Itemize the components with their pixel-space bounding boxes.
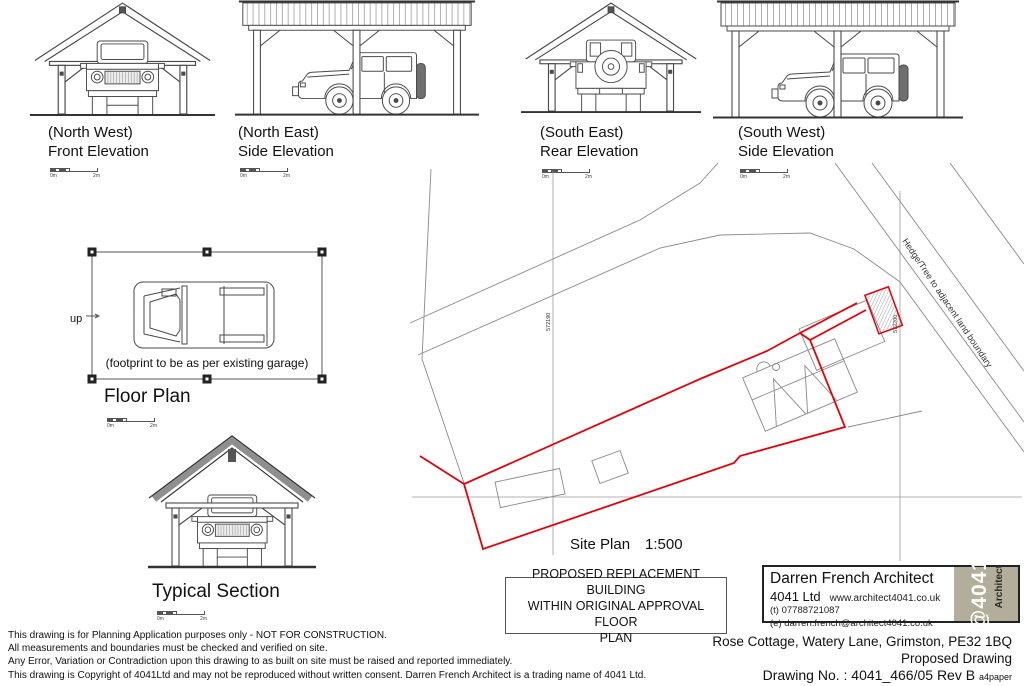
drawing-number-text: Drawing No. : 4041_466/05 Rev B xyxy=(762,667,976,683)
site-plan-drawing xyxy=(410,163,1024,563)
scale-zero: 0m xyxy=(50,173,57,179)
scale-bar xyxy=(50,167,108,179)
typical-section-title: Typical Section xyxy=(152,581,280,602)
label-side-elevation-sw xyxy=(738,123,834,161)
scale-bar: 0m 2m xyxy=(157,610,215,622)
scale-bar: 0m 2m xyxy=(740,168,798,180)
logo-word-text: Architect xyxy=(993,565,1005,609)
title-block xyxy=(762,557,1020,631)
site-boundary-red xyxy=(420,303,866,549)
website-link: www.architect4041.co.uk xyxy=(829,593,941,604)
proposed-building-hatched xyxy=(865,287,903,334)
grid-lines xyxy=(412,171,1022,561)
scale-bar: 0m 2m xyxy=(542,168,600,180)
elevation-title: Front Elevation xyxy=(48,143,149,160)
elevation-direction: (North East) xyxy=(238,124,319,141)
architect-name: Darren French Architect xyxy=(770,570,934,587)
note-line: PLAN xyxy=(599,630,633,645)
footprint-note: (footprint to be as per existing garage) xyxy=(105,356,309,370)
disclaimer-line: All measurements and boundaries must be checked and verified on site. xyxy=(8,643,328,655)
proposal-note-box xyxy=(505,566,727,645)
site-plan-scale: 1:500 xyxy=(645,536,683,553)
typical-section-drawing xyxy=(148,435,316,575)
up-label: up xyxy=(70,313,83,325)
parcel-boundaries xyxy=(422,169,922,483)
land-rover-rear-icon xyxy=(570,40,651,112)
lane-lines xyxy=(410,163,1024,452)
land-rover-front-icon xyxy=(81,41,165,115)
phone-label: (t) xyxy=(770,605,779,616)
architect-info xyxy=(764,567,954,629)
elevation-direction: (North West) xyxy=(48,124,133,141)
label-rear-elevation xyxy=(540,123,638,161)
elevation-direction: (South East) xyxy=(540,124,624,141)
floor-plan-title: Floor Plan xyxy=(104,386,191,407)
note-line: PROPOSED REPLACEMENT BUILDING xyxy=(531,566,701,597)
disclaimer-notes xyxy=(8,629,646,682)
side-elevation-sw-drawing xyxy=(712,0,964,124)
project-address: Rose Cottage, Watery Lane, Grimston, PE32 1BQ xyxy=(712,634,1012,649)
elevation-title: Side Elevation xyxy=(238,143,334,160)
grid-label-west: 572190 xyxy=(546,312,552,331)
scale-max: 2m xyxy=(93,173,100,179)
site-plan-title-text: Site Plan xyxy=(570,536,631,553)
elevation-direction: (South West) xyxy=(738,124,826,141)
elevation-title: Rear Elevation xyxy=(540,143,639,160)
land-rover-top-icon xyxy=(134,282,274,348)
drawing-number xyxy=(763,667,1012,683)
outbuilding-footprints xyxy=(495,451,628,508)
disclaimer-line: This drawing is for Planning Application purposes only - NOT FOR CONSTRUCTION. xyxy=(8,630,387,641)
phone-number: 07788721087 xyxy=(781,605,840,616)
label-side-elevation-ne xyxy=(238,123,334,161)
note-line: WITHIN ORIGINAL APPROVAL FLOOR xyxy=(527,598,705,629)
email-address: darren.french@architect4041.co.uk xyxy=(784,617,933,629)
site-plan-title xyxy=(570,536,683,553)
elevation-title: Side Elevation xyxy=(738,143,834,160)
email-label: (e) xyxy=(770,617,782,629)
side-elevation-ne-drawing xyxy=(235,0,479,121)
disclaimer-line: This drawing is Copyright of 4041Ltd and may not be reproduced without written consent. Darren French Architect is a trading name of 4041 Ltd. xyxy=(8,669,647,681)
front-elevation-drawing xyxy=(30,0,215,121)
drawing-type: Proposed Drawing xyxy=(900,651,1012,666)
disclaimer-line: Any Error, Variation or Contradiction upon this drawing to as built on site must be raised and reported immediately. xyxy=(8,656,513,668)
rear-elevation-drawing xyxy=(521,0,701,118)
company-name: 4041 Ltd xyxy=(770,589,821,604)
hedge-boundary-note: Hedge/Tree to adjacent land boundary xyxy=(900,236,995,370)
logo-4041 xyxy=(954,557,1018,631)
scale-bar: 0m 2m xyxy=(107,417,165,429)
logo-handle-text: @4041 xyxy=(967,557,991,631)
scale-bar: 0m 2m xyxy=(240,167,298,179)
paper-size: a4paper xyxy=(978,672,1012,682)
label-front-elevation xyxy=(48,123,149,161)
